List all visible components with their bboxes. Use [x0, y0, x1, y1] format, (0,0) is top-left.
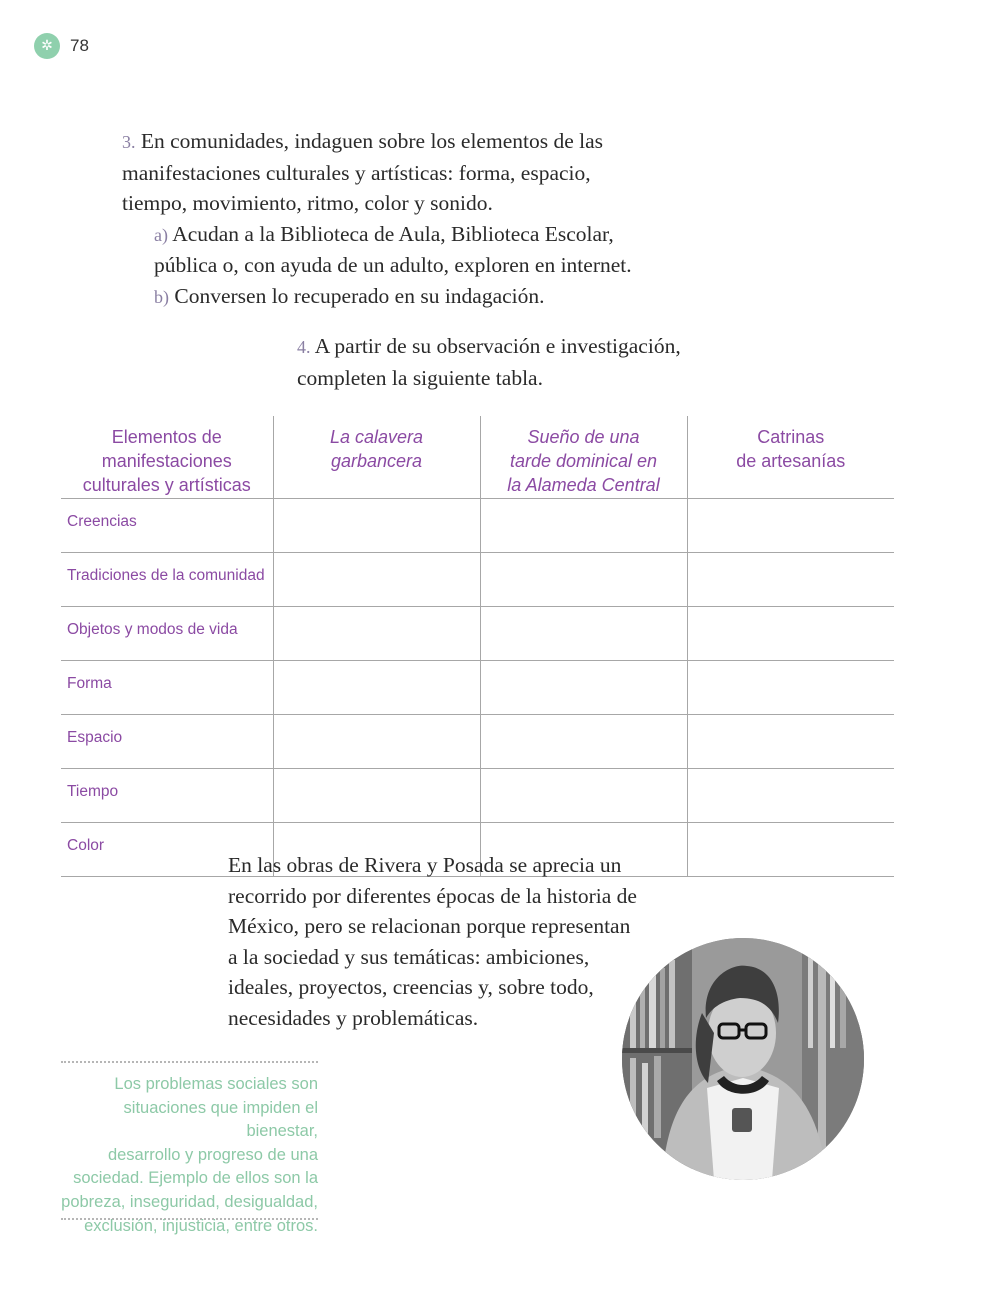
answer-cell[interactable] [273, 499, 480, 553]
answer-cell[interactable] [480, 661, 687, 715]
row-label: Color [61, 823, 273, 877]
activity-number: 3. [122, 132, 136, 152]
row-label: Tradiciones de la comunidad [61, 553, 273, 607]
header-catrinas: Catrinas de artesanías [687, 416, 894, 499]
activity-3-line: manifestaciones culturales y artísticas: forma, espacio, [122, 160, 591, 185]
answer-cell[interactable] [273, 715, 480, 769]
answer-cell[interactable] [273, 769, 480, 823]
table-row [61, 607, 894, 661]
activity-3-line: 3. En comunidades, indaguen sobre los elementos de las [122, 129, 604, 153]
activity-3 [122, 126, 762, 312]
answer-cell[interactable] [273, 661, 480, 715]
item-label: a) [154, 224, 168, 245]
student-photo [622, 938, 864, 1180]
activity-3-line: tiempo, movimiento, ritmo, color y sonido. [122, 191, 493, 215]
answer-cell[interactable] [480, 499, 687, 553]
activity-3-item-a: a) Acudan a la Biblioteca de Aula, Biblioteca Escolar, [154, 221, 614, 246]
answer-cell[interactable] [480, 715, 687, 769]
header-la-calavera: La calavera garbancera [273, 416, 480, 499]
body-paragraph: En las obras de Rivera y Posada se aprecia un recorrido por diferentes épocas de la historia de México, pero se relacionan porque representan a la sociedad y sus temáticas: ambiciones, ideales, proyectos, creencias y, sobre todo, necesidades y problemáticas. [228, 853, 637, 1030]
table-row [61, 715, 894, 769]
answer-cell[interactable] [687, 715, 894, 769]
answer-cell[interactable] [687, 553, 894, 607]
activity-number: 4. [297, 337, 311, 357]
table-row [61, 769, 894, 823]
activity-4-line: completen la siguiente tabla. [297, 365, 543, 390]
header-elements: Elementos de manifestaciones culturales y artísticas [61, 416, 273, 499]
answer-cell[interactable] [687, 823, 894, 877]
answer-cell[interactable] [687, 499, 894, 553]
answer-cell[interactable] [480, 607, 687, 661]
table-header-row [61, 416, 894, 499]
activity-3-item-b: b) Conversen lo recuperado en su indagación. [154, 283, 545, 308]
row-label: Tiempo [61, 769, 273, 823]
row-label: Creencias [61, 499, 273, 553]
answer-cell[interactable] [480, 553, 687, 607]
answer-cell[interactable] [273, 607, 480, 661]
table-row [61, 499, 894, 553]
comparison-table [61, 416, 894, 877]
header-sueno: Sueño de una tarde dominical en la Alameda Central [480, 416, 687, 499]
table-row [61, 661, 894, 715]
table-row [61, 553, 894, 607]
activity-4-line: 4. A partir de su observación e investigación, [297, 334, 681, 358]
answer-cell[interactable] [687, 607, 894, 661]
activity-4 [297, 331, 821, 393]
page-header [34, 33, 89, 59]
gear-flower-icon: ✲ [34, 33, 60, 59]
answer-cell[interactable] [273, 553, 480, 607]
row-label: Objetos y modos de vida [61, 607, 273, 661]
activity-3-item-a-cont: pública o, con ayuda de un adulto, exploren en internet. [154, 253, 632, 277]
row-label: Forma [61, 661, 273, 715]
page-number: 78 [70, 36, 89, 55]
answer-cell[interactable] [687, 769, 894, 823]
item-label: b) [154, 286, 169, 307]
side-note: Los problemas sociales son situaciones que impiden el bienestar, desarrollo y progreso de una sociedad. Ejemplo de ellos son la pobreza, inseguridad, desigualdad, exclusión, injusticia, entre otros. [61, 1061, 318, 1220]
answer-cell[interactable] [687, 661, 894, 715]
answer-cell[interactable] [480, 769, 687, 823]
row-label: Espacio [61, 715, 273, 769]
